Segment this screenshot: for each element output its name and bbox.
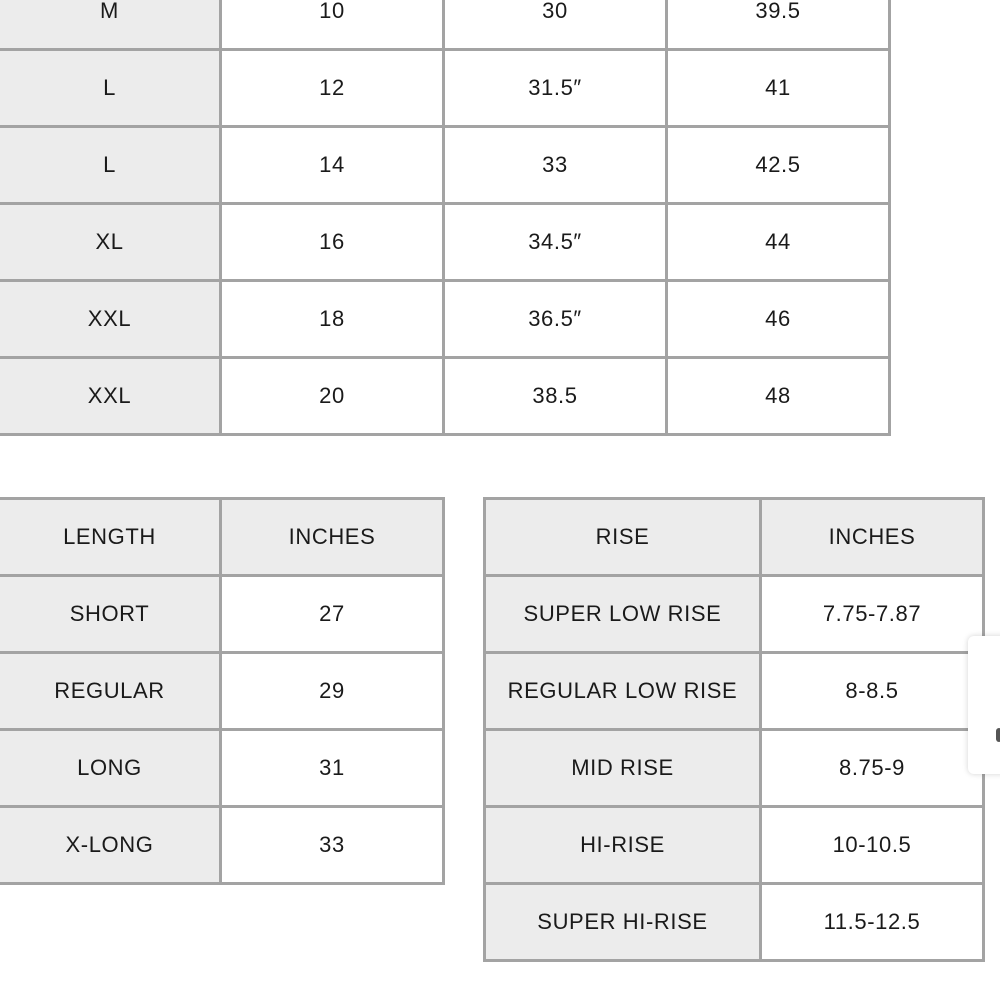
table-row <box>0 730 444 807</box>
table-cell: 36.5″ <box>444 281 667 358</box>
tab-indicator-icon <box>996 728 1000 742</box>
column-header: INCHES <box>221 499 444 576</box>
table-row <box>485 576 984 653</box>
table-row <box>0 358 890 435</box>
table-cell: 7.75-7.87 <box>761 576 984 653</box>
length-label-cell: SHORT <box>0 576 221 653</box>
table-row <box>0 50 890 127</box>
size-cell: M <box>0 0 221 50</box>
rise-label-cell: HI-RISE <box>485 807 761 884</box>
table-cell: 31.5″ <box>444 50 667 127</box>
table-row <box>485 884 984 961</box>
size-cell: XL <box>0 204 221 281</box>
size-table <box>0 0 891 436</box>
table-cell: 42.5 <box>667 127 890 204</box>
floating-side-tab[interactable] <box>968 636 1000 774</box>
table-cell: 34.5″ <box>444 204 667 281</box>
length-label-cell: X-LONG <box>0 807 221 884</box>
length-label-cell: REGULAR <box>0 653 221 730</box>
table-row <box>0 127 890 204</box>
size-cell: L <box>0 50 221 127</box>
table-cell: 46 <box>667 281 890 358</box>
table-cell: 14 <box>221 127 444 204</box>
table-cell: 33 <box>221 807 444 884</box>
table-cell: 29 <box>221 653 444 730</box>
table-cell: 44 <box>667 204 890 281</box>
column-header: LENGTH <box>0 499 221 576</box>
table-row <box>485 730 984 807</box>
table-cell: 31 <box>221 730 444 807</box>
table-cell: 20 <box>221 358 444 435</box>
table-row <box>0 0 890 50</box>
table-cell: 11.5-12.5 <box>761 884 984 961</box>
table-cell: 38.5 <box>444 358 667 435</box>
table-row <box>485 807 984 884</box>
size-cell: L <box>0 127 221 204</box>
rise-table <box>483 497 985 962</box>
table-row <box>0 576 444 653</box>
table-row <box>0 204 890 281</box>
table-cell: 10 <box>221 0 444 50</box>
table-header-row <box>485 499 984 576</box>
table-cell: 48 <box>667 358 890 435</box>
table-cell: 8.75-9 <box>761 730 984 807</box>
table-header-row <box>0 499 444 576</box>
table-row <box>0 807 444 884</box>
column-header: RISE <box>485 499 761 576</box>
table-cell: 8-8.5 <box>761 653 984 730</box>
table-cell: 39.5 <box>667 0 890 50</box>
length-label-cell: LONG <box>0 730 221 807</box>
table-cell: 33 <box>444 127 667 204</box>
rise-label-cell: SUPER LOW RISE <box>485 576 761 653</box>
table-row <box>485 653 984 730</box>
table-cell: 41 <box>667 50 890 127</box>
table-cell: 10-10.5 <box>761 807 984 884</box>
column-header: INCHES <box>761 499 984 576</box>
table-cell: 18 <box>221 281 444 358</box>
table-cell: 16 <box>221 204 444 281</box>
table-cell: 12 <box>221 50 444 127</box>
rise-label-cell: MID RISE <box>485 730 761 807</box>
table-cell: 30 <box>444 0 667 50</box>
size-cell: XXL <box>0 358 221 435</box>
table-row <box>0 653 444 730</box>
rise-label-cell: SUPER HI-RISE <box>485 884 761 961</box>
size-cell: XXL <box>0 281 221 358</box>
table-cell: 27 <box>221 576 444 653</box>
table-row <box>0 281 890 358</box>
rise-label-cell: REGULAR LOW RISE <box>485 653 761 730</box>
length-table <box>0 497 445 885</box>
